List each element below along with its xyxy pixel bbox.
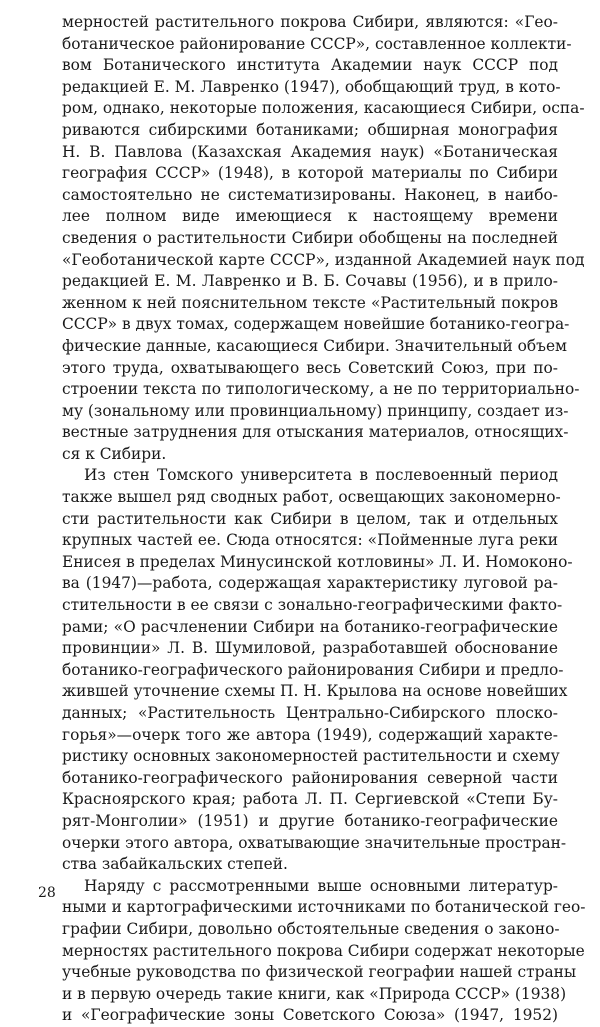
text-line: также вышел ряд сводных работ, освещающих закономерно- bbox=[62, 488, 561, 507]
text-line: сти растительности как Сибири в целом, так и отдельных bbox=[62, 509, 558, 528]
text-line: сведения о растительности Сибири обобщены на последней bbox=[62, 228, 558, 247]
text-line: мерностях растительного покрова Сибири содержат некоторые bbox=[62, 941, 585, 960]
text-line: Наряду с рассмотренными выше основными литератур- bbox=[84, 876, 558, 895]
text-line: Из стен Томского университета в послевоенный период bbox=[84, 466, 558, 485]
text-line: строении текста по типологическому, а не по территориально- bbox=[62, 380, 580, 399]
text-line: СССР» в двух томах, содержащем новейшие ботанико-геогра- bbox=[62, 315, 570, 334]
text-line: лее полном виде имеющиеся к настоящему времени bbox=[62, 207, 558, 226]
text-line: фические данные, касающиеся Сибири. Значительный объем bbox=[62, 336, 568, 355]
text-line: риваются сибирскими ботаниками; обширная монография bbox=[62, 120, 558, 139]
text-line: этого труда, охватывающего весь Советский Союз, при по- bbox=[62, 358, 558, 377]
text-line: и «Географические зоны Советского Союза» (1947, 1952) bbox=[62, 1006, 558, 1025]
text-line: горья»—очерк того же автора (1949), содержащий характе- bbox=[62, 725, 558, 744]
text-line: мерностей растительного покрова Сибири, являются: «Гео- bbox=[62, 13, 558, 31]
text-line: крупных частей ее. Сюда относятся: «Пойменные луга реки bbox=[62, 531, 558, 550]
text-line: редакцией Е. М. Лавренко и В. Б. Сочавы (1956), и в прило- bbox=[62, 272, 558, 291]
text-line: рами; «О расчленении Сибири на ботанико-географические bbox=[62, 617, 558, 636]
text-line: вестные затруднения для отыскания материалов, относящих- bbox=[62, 423, 569, 442]
paragraph bbox=[62, 465, 573, 875]
text-line: учебные руководства по физической географии нашей страны bbox=[62, 963, 577, 982]
body-text bbox=[62, 12, 586, 1027]
text-line: стительности в ее связи с зонально-географическими факто- bbox=[62, 596, 563, 615]
text-line: ботанико-географического районирования северной части bbox=[62, 768, 558, 787]
text-line: графии Сибири, довольно обстоятельные сведения о законо- bbox=[62, 919, 560, 938]
text-line: данных; «Растительность Центрально-Сибирского плоско- bbox=[62, 704, 558, 722]
page-number: 28 bbox=[38, 885, 56, 901]
text-line: му (зональному или провинциальному) принципу, создает из- bbox=[62, 401, 569, 420]
text-line: ными и картографическими источниками по ботанической гео- bbox=[62, 898, 586, 917]
text-line: редакцией Е. М. Лавренко (1947), обобщающий труд, в кото- bbox=[62, 77, 561, 96]
text-line: ристику основных закономерностей растительности и схему bbox=[62, 747, 560, 766]
text-line: Н. В. Павлова (Казахская Академия наук) «Ботаническая bbox=[62, 142, 558, 161]
text-line: провинции» Л. В. Шумиловой, разработавшей обоснование bbox=[62, 639, 558, 658]
text-line: Енисея в пределах Минусинской котловины» Л. И. Номоконо- bbox=[62, 552, 573, 571]
text-line: жившей уточнение схемы П. Н. Крылова на основе новейших bbox=[62, 682, 568, 701]
text-line: ром, однако, некоторые положения, касающиеся Сибири, оспа- bbox=[62, 99, 585, 118]
text-line: и в первую очередь такие книги, как «Природа СССР» (1938) bbox=[62, 984, 567, 1003]
text-line: ся к Сибири. bbox=[62, 444, 167, 463]
text-line: ства забайкальских степей. bbox=[62, 855, 288, 874]
text-line: ботанико-географического районирования Сибири и предло- bbox=[62, 660, 564, 679]
text-line: самостоятельно не систематизированы. Наконец, в наибо- bbox=[62, 185, 558, 204]
text-line: ва (1947)—работа, содержащая характеристику луговой ра- bbox=[62, 574, 558, 593]
text-line: Красноярского края; работа Л. П. Сергиевской «Степи Бу- bbox=[62, 790, 558, 809]
text-line: очерки этого автора, охватывающие значительные простран- bbox=[62, 833, 567, 852]
text-line: ботаническое районирование СССР», составленное коллекти- bbox=[62, 34, 572, 53]
paragraph bbox=[62, 12, 585, 465]
text-line: рят-Монголии» (1951) и другие ботанико-географические bbox=[62, 811, 558, 830]
text-line: «Геоботанической карте СССР», изданной Академией наук под bbox=[62, 250, 585, 269]
text-line: женном к ней пояснительном тексте «Растительный покров bbox=[62, 293, 558, 312]
text-line: вом Ботанического института Академии наук СССР под bbox=[62, 56, 558, 75]
text-line: география СССР» (1948), в которой материалы по Сибири bbox=[62, 164, 558, 183]
paragraph bbox=[62, 876, 586, 1027]
